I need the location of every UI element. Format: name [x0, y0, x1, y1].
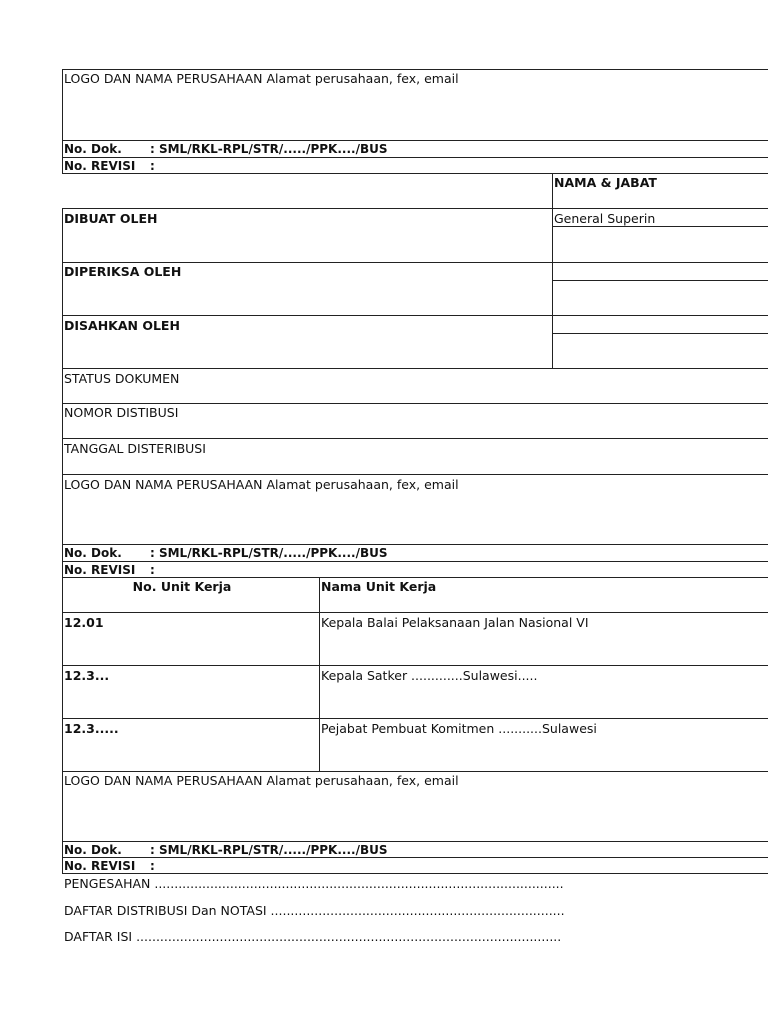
rule	[552, 226, 768, 227]
company-line: LOGO DAN NAMA PERUSAHAAN Alamat perusahaan, fex, email	[64, 71, 459, 86]
status-dokumen: STATUS DOKUMEN	[64, 371, 180, 386]
rule	[62, 315, 768, 316]
rule	[552, 173, 553, 369]
rule	[62, 403, 768, 404]
rule	[62, 544, 768, 545]
approval-label-approved: DISAHKAN OLEH	[64, 318, 180, 333]
toc-item: DAFTAR DISTRIBUSI Dan NOTASI ..........................................................................	[64, 903, 565, 918]
col-header-no-unit: No. Unit Kerja	[132, 579, 232, 594]
revision-value: :	[150, 159, 155, 173]
approval-value-made: General Superin	[554, 211, 656, 226]
rule	[62, 873, 768, 874]
rule	[62, 368, 768, 369]
revision-value: :	[150, 563, 155, 577]
rule	[62, 771, 768, 772]
rule	[319, 577, 320, 771]
document-page	[62, 0, 768, 1024]
approval-col-header: NAMA & JABAT	[554, 175, 657, 190]
company-line: LOGO DAN NAMA PERUSAHAAN Alamat perusahaan, fex, email	[64, 773, 459, 788]
unit-no: 12.3.....	[64, 721, 119, 736]
toc-item: DAFTAR ISI ...........................................................................................................	[64, 929, 562, 944]
revision-value: :	[150, 859, 155, 873]
unit-no: 12.3...	[64, 668, 110, 683]
rule	[62, 841, 768, 842]
approval-label-checked: DIPERIKSA OLEH	[64, 264, 182, 279]
rule	[62, 262, 768, 263]
rule	[552, 280, 768, 281]
rule	[62, 474, 768, 475]
rule	[62, 577, 63, 771]
doc-no-value: : SML/RKL-RPL/STR/...../PPK..../BUS	[150, 142, 388, 156]
rule	[62, 208, 768, 209]
unit-no: 12.01	[64, 615, 104, 630]
rule	[62, 157, 768, 158]
doc-no-label: No. Dok.	[64, 142, 122, 156]
company-line: LOGO DAN NAMA PERUSAHAAN Alamat perusahaan, fex, email	[64, 477, 459, 492]
unit-name: Kepala Satker .............Sulawesi.....	[321, 668, 538, 683]
doc-no-label: No. Dok.	[64, 546, 122, 560]
doc-no-label: No. Dok.	[64, 843, 122, 857]
rule	[62, 69, 768, 70]
rule	[62, 561, 768, 562]
rule	[62, 140, 768, 141]
rule	[62, 69, 63, 174]
rule	[62, 718, 768, 719]
revision-label: No. REVISI	[64, 159, 136, 173]
rule	[62, 612, 768, 613]
rule	[62, 771, 63, 874]
rule	[62, 368, 63, 474]
rule	[62, 208, 63, 369]
col-header-nama-unit: Nama Unit Kerja	[321, 579, 437, 594]
rule	[62, 857, 768, 858]
rule	[552, 333, 768, 334]
approval-label-made: DIBUAT OLEH	[64, 211, 158, 226]
rule	[62, 665, 768, 666]
doc-no-value: : SML/RKL-RPL/STR/...../PPK..../BUS	[150, 546, 388, 560]
nomor-distribusi: NOMOR DISTIBUSI	[64, 405, 179, 420]
toc-item: PENGESAHAN .......................................................................................................	[64, 876, 564, 891]
unit-name: Kepala Balai Pelaksanaan Jalan Nasional VI	[321, 615, 589, 630]
rule	[62, 438, 768, 439]
rule	[62, 173, 768, 174]
revision-label: No. REVISI	[64, 563, 136, 577]
rule	[62, 577, 768, 578]
doc-no-value: : SML/RKL-RPL/STR/...../PPK..../BUS	[150, 843, 388, 857]
unit-name: Pejabat Pembuat Komitmen ...........Sulawesi	[321, 721, 597, 736]
tanggal-distribusi: TANGGAL DISTERIBUSI	[64, 441, 206, 456]
revision-label: No. REVISI	[64, 859, 136, 873]
